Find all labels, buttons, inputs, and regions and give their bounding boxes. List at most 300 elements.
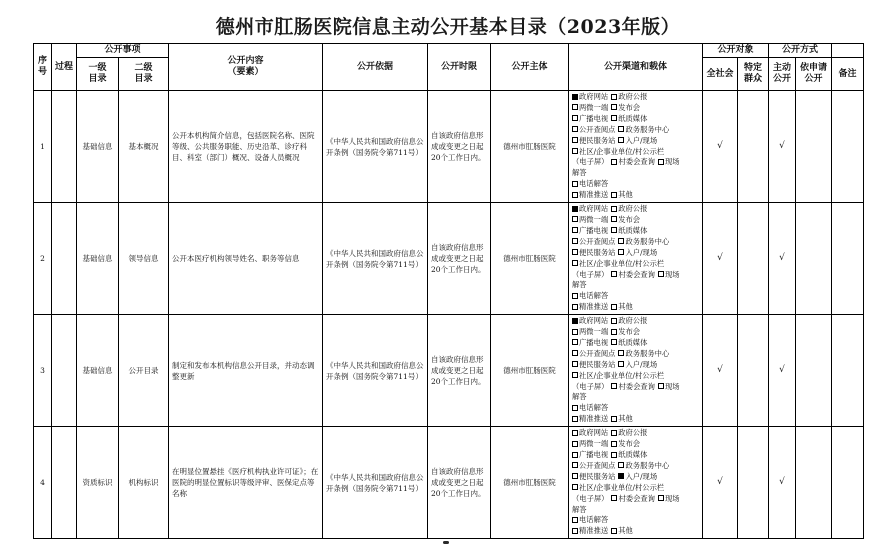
channel-label: 两微一端 xyxy=(579,102,609,112)
channel-option-gov-service[interactable] xyxy=(618,461,669,470)
checkbox-empty-icon[interactable] xyxy=(611,416,617,422)
header-audience-specific: 特定群众 xyxy=(738,58,769,91)
channel-label: 政府网站 xyxy=(579,316,609,326)
channel-label: 政务服务中心 xyxy=(625,236,670,246)
cell-level1: 基础信息 xyxy=(77,203,119,315)
checkbox-empty-icon[interactable] xyxy=(572,361,578,367)
checkbox-empty-icon[interactable] xyxy=(611,304,617,310)
channel-option-gov-gazette[interactable] xyxy=(611,204,647,213)
checkbox-empty-icon[interactable] xyxy=(618,126,624,132)
checkbox-empty-icon[interactable] xyxy=(572,329,578,335)
channel-text: （电子屏） xyxy=(572,269,609,279)
checkbox-empty-icon[interactable] xyxy=(572,238,578,244)
document-title: 德州市肛肠医院信息主动公开基本目录（2023年版） xyxy=(215,16,681,38)
channel-option-convenience[interactable] xyxy=(572,360,615,369)
channel-label: 公开查阅点 xyxy=(579,236,616,246)
channel-line xyxy=(572,302,699,313)
header-content xyxy=(169,44,323,91)
cell-level1: 基础信息 xyxy=(77,91,119,203)
checkbox-empty-icon[interactable] xyxy=(611,339,617,345)
checkbox-empty-icon[interactable] xyxy=(572,473,578,479)
channel-line xyxy=(572,414,699,425)
cell-content: 公开本医疗机构领导姓名、职务等信息 xyxy=(169,203,323,315)
header-process: 过程 xyxy=(52,44,77,91)
header-basis: 公开依据 xyxy=(323,44,428,91)
checkbox-checked-icon[interactable] xyxy=(572,206,578,212)
channel-line xyxy=(572,461,699,472)
checkbox-empty-icon[interactable] xyxy=(618,350,624,356)
checkbox-empty-icon[interactable] xyxy=(611,271,617,277)
cell-level2: 领导信息 xyxy=(119,203,169,315)
channel-option-radio-tv[interactable] xyxy=(572,450,608,459)
channel-option-precise-push[interactable] xyxy=(572,302,608,311)
channel-option-public-review[interactable] xyxy=(572,125,615,134)
checkbox-empty-icon[interactable] xyxy=(611,430,617,436)
channel-label: 政府网站 xyxy=(579,204,609,214)
channel-option-other[interactable] xyxy=(611,190,633,199)
checkbox-empty-icon[interactable] xyxy=(611,115,617,121)
channel-label: 入户/现场 xyxy=(625,135,658,145)
channel-label: 现场 xyxy=(664,269,680,279)
channel-label: 政府公报 xyxy=(618,428,648,438)
channel-text: 解答 xyxy=(572,392,587,402)
channel-option-phone-answer[interactable] xyxy=(572,515,608,524)
channel-line xyxy=(572,483,699,494)
channel-label: 政府公报 xyxy=(618,316,648,326)
checkbox-empty-icon[interactable] xyxy=(611,318,617,324)
channel-label: 政府公报 xyxy=(618,204,648,214)
channel-option-bulletin[interactable] xyxy=(572,147,664,156)
checkbox-empty-icon[interactable] xyxy=(611,495,617,501)
channel-option-door-to-door[interactable] xyxy=(618,360,657,369)
channel-option-two-micro[interactable] xyxy=(572,327,608,336)
header-subject: 公开主体 xyxy=(491,44,569,91)
channel-option-other[interactable] xyxy=(611,302,633,311)
channel-text: （电子屏） xyxy=(572,381,609,391)
channel-line xyxy=(572,168,699,179)
cell-method-request xyxy=(796,203,832,315)
channel-line xyxy=(572,237,699,248)
cell-level1: 基础信息 xyxy=(77,315,119,427)
channel-label: 电话解答 xyxy=(579,515,609,525)
channel-label: 政府网站 xyxy=(579,428,609,438)
checkbox-empty-icon[interactable] xyxy=(572,260,578,266)
checkbox-empty-icon[interactable] xyxy=(611,159,617,165)
channel-line xyxy=(572,338,699,349)
checkbox-empty-icon[interactable] xyxy=(572,192,578,198)
channel-option-precise-push[interactable] xyxy=(572,414,608,423)
cell-seq: 1 xyxy=(34,91,52,203)
cell-audience-all: √ xyxy=(703,315,738,427)
cell-subject: 德州市肛肠医院 xyxy=(491,427,569,539)
header-level2: 二级目录 xyxy=(119,58,169,91)
cell-time-limit: 自该政府信息形成或变更之日起20个工作日内。 xyxy=(428,427,491,539)
checkbox-empty-icon[interactable] xyxy=(611,528,617,534)
channel-option-gov-website[interactable] xyxy=(572,428,608,437)
cell-remarks xyxy=(832,203,864,315)
cell-time-limit: 自该政府信息形成或变更之日起20个工作日内。 xyxy=(428,203,491,315)
checkbox-empty-icon[interactable] xyxy=(572,430,578,436)
channel-label: 社区/企事业单位/村公示栏 xyxy=(579,370,665,380)
checkbox-empty-icon[interactable] xyxy=(618,137,624,143)
checkbox-empty-icon[interactable] xyxy=(572,104,578,110)
channel-label: 村委会查询 xyxy=(618,157,655,167)
channel-label: 现场 xyxy=(664,381,680,391)
channel-label: 社区/企事业单位/村公示栏 xyxy=(579,146,665,156)
checkbox-checked-icon[interactable] xyxy=(572,318,578,324)
channel-option-public-review[interactable] xyxy=(572,237,615,246)
channel-label: 发布会 xyxy=(618,327,641,337)
channel-label: 电话解答 xyxy=(579,291,609,301)
cell-process xyxy=(52,203,77,315)
channel-line xyxy=(572,215,699,226)
channel-line xyxy=(572,103,699,114)
checkbox-empty-icon[interactable] xyxy=(611,441,617,447)
channel-option-public-review[interactable] xyxy=(572,349,615,358)
cell-level1: 资质标识 xyxy=(77,427,119,539)
channel-option-gov-gazette[interactable] xyxy=(611,316,647,325)
channel-label: 广播电视 xyxy=(579,450,609,459)
checkbox-empty-icon[interactable] xyxy=(611,216,617,222)
channel-line xyxy=(572,439,699,450)
channel-option-precise-push[interactable] xyxy=(572,526,608,535)
channel-option-village-query[interactable] xyxy=(611,382,654,391)
checkbox-empty-icon[interactable] xyxy=(658,495,664,501)
cell-subject: 德州市肛肠医院 xyxy=(491,91,569,203)
channel-option-bulletin[interactable] xyxy=(572,259,664,268)
cell-audience-specific xyxy=(738,91,769,203)
channel-line xyxy=(572,450,699,461)
channel-label: 其他 xyxy=(618,414,633,424)
cell-channels xyxy=(569,203,703,315)
channel-option-two-micro[interactable] xyxy=(572,215,608,224)
header-row-1 xyxy=(34,44,864,58)
header-method-request: 依申请公开 xyxy=(796,58,832,91)
checkbox-empty-icon[interactable] xyxy=(572,339,578,345)
checkbox-empty-icon[interactable] xyxy=(611,192,617,198)
channel-option-two-micro[interactable] xyxy=(572,439,608,448)
channel-option-precise-push[interactable] xyxy=(572,190,608,199)
checkbox-empty-icon[interactable] xyxy=(572,181,578,187)
header-blank xyxy=(832,44,864,58)
channel-text: （电子屏） xyxy=(572,493,609,503)
channel-label: 政府公报 xyxy=(618,92,648,101)
cell-channels xyxy=(569,91,703,203)
channel-label: 精准推送 xyxy=(579,526,609,536)
channel-option-gov-gazette[interactable] xyxy=(611,428,647,437)
channel-option-bulletin[interactable] xyxy=(572,483,664,492)
channel-line xyxy=(572,403,699,414)
channel-label: 纸质媒体 xyxy=(618,225,648,235)
channel-line xyxy=(572,259,699,270)
channel-label: 两微一端 xyxy=(579,439,609,449)
channel-line xyxy=(572,316,699,327)
channel-option-onsite-answer[interactable] xyxy=(658,494,680,503)
checkbox-empty-icon[interactable] xyxy=(618,361,624,367)
channel-label: 入户/现场 xyxy=(625,471,658,481)
header-method-group: 公开方式 xyxy=(769,44,832,58)
channel-label: 便民服务站 xyxy=(579,247,616,257)
cell-content: 公开本机构简介信息，包括医院名称、医院等级、公共服务职能、历史沿革、诊疗科目、科室（部门）概况、设备人员概况 xyxy=(169,91,323,203)
channel-line xyxy=(572,428,699,439)
channel-line xyxy=(572,371,699,382)
channel-option-print-media[interactable] xyxy=(611,450,647,459)
channel-option-village-query[interactable] xyxy=(611,270,654,279)
table-row xyxy=(34,427,864,539)
channel-option-door-to-door[interactable] xyxy=(618,136,657,145)
checkbox-empty-icon[interactable] xyxy=(611,383,617,389)
checkbox-empty-icon[interactable] xyxy=(618,249,624,255)
channel-option-village-query[interactable] xyxy=(611,494,654,503)
header-channels: 公开渠道和载体 xyxy=(569,44,703,91)
cell-audience-all: √ xyxy=(703,203,738,315)
channel-option-radio-tv[interactable] xyxy=(572,226,608,235)
channel-option-gov-gazette[interactable] xyxy=(611,92,647,101)
channel-label: 入户/现场 xyxy=(625,359,658,369)
checkbox-empty-icon[interactable] xyxy=(572,249,578,255)
channel-option-print-media[interactable] xyxy=(611,338,647,347)
checkbox-empty-icon[interactable] xyxy=(611,104,617,110)
cell-remarks xyxy=(832,91,864,203)
checkbox-empty-icon[interactable] xyxy=(611,206,617,212)
disclosure-catalog-table xyxy=(33,43,864,539)
channel-option-other[interactable] xyxy=(611,414,633,423)
channel-option-door-to-door[interactable] xyxy=(618,248,657,257)
channel-line xyxy=(572,248,699,259)
channel-option-onsite-answer[interactable] xyxy=(658,157,680,166)
cell-seq: 3 xyxy=(34,315,52,427)
channel-line xyxy=(572,179,699,190)
channel-label: 公开查阅点 xyxy=(579,460,616,470)
channel-label: 其他 xyxy=(618,302,633,312)
channel-option-gov-website[interactable] xyxy=(572,204,608,213)
channel-option-radio-tv[interactable] xyxy=(572,114,608,123)
cell-audience-all: √ xyxy=(703,91,738,203)
channel-option-phone-answer[interactable] xyxy=(572,291,608,300)
channel-label: 两微一端 xyxy=(579,214,609,224)
checkbox-empty-icon[interactable] xyxy=(611,329,617,335)
channel-option-print-media[interactable] xyxy=(611,114,647,123)
channel-line xyxy=(572,392,699,403)
cell-content: 在明显位置悬挂《医疗机构执业许可证》；在医院的明显位置标识等级评审、医保定点等名称 xyxy=(169,427,323,539)
checkbox-empty-icon[interactable] xyxy=(611,227,617,233)
cell-seq: 4 xyxy=(34,427,52,539)
checkbox-empty-icon[interactable] xyxy=(611,94,617,100)
channel-label: 其他 xyxy=(618,526,633,536)
checkbox-empty-icon[interactable] xyxy=(572,137,578,143)
channel-option-village-query[interactable] xyxy=(611,157,654,166)
channel-label: 村委会查询 xyxy=(618,269,655,279)
channel-option-print-media[interactable] xyxy=(611,226,647,235)
cell-basis: 《中华人民共和国政府信息公开条例（国务院令第711号） xyxy=(323,203,428,315)
channel-label: 政务服务中心 xyxy=(625,460,670,470)
cell-remarks xyxy=(832,427,864,539)
cell-audience-all: √ xyxy=(703,427,738,539)
checkbox-empty-icon[interactable] xyxy=(572,126,578,132)
channel-line xyxy=(572,382,699,393)
cell-audience-specific xyxy=(738,315,769,427)
cell-level2: 公开目录 xyxy=(119,315,169,427)
checkbox-empty-icon[interactable] xyxy=(572,484,578,490)
channel-option-convenience[interactable] xyxy=(572,248,615,257)
header-content-line1: 公开内容 xyxy=(227,56,264,66)
channel-line xyxy=(572,494,699,505)
channel-option-gov-website[interactable] xyxy=(572,92,608,101)
channel-label: 政务服务中心 xyxy=(625,124,670,134)
cell-level2: 基本概况 xyxy=(119,91,169,203)
channel-option-phone-answer[interactable] xyxy=(572,403,608,412)
cell-subject: 德州市肛肠医院 xyxy=(491,315,569,427)
cell-subject: 德州市肛肠医院 xyxy=(491,203,569,315)
header-remarks: 备注 xyxy=(832,58,864,91)
cell-method-active: √ xyxy=(769,427,796,539)
channel-label: 发布会 xyxy=(618,102,641,112)
channel-label: 发布会 xyxy=(618,214,641,224)
channel-option-gov-website[interactable] xyxy=(572,316,608,325)
cell-method-active: √ xyxy=(769,203,796,315)
channel-option-gov-service[interactable] xyxy=(618,349,669,358)
channel-line xyxy=(572,190,699,201)
cell-channels xyxy=(569,315,703,427)
channel-option-press-conf[interactable] xyxy=(611,327,640,336)
cell-time-limit: 自该政府信息形成或变更之日起20个工作日内。 xyxy=(428,315,491,427)
channel-option-press-conf[interactable] xyxy=(611,215,640,224)
channel-line xyxy=(572,472,699,483)
channel-line xyxy=(572,226,699,237)
checkbox-empty-icon[interactable] xyxy=(572,216,578,222)
channel-option-other[interactable] xyxy=(611,526,633,535)
table-row xyxy=(34,315,864,427)
channel-line xyxy=(572,147,699,158)
checkbox-empty-icon[interactable] xyxy=(572,304,578,310)
channel-line xyxy=(572,136,699,147)
channel-option-convenience[interactable] xyxy=(572,136,615,145)
header-audience-all: 全社会 xyxy=(703,58,738,91)
cell-basis: 《中华人民共和国政府信息公开条例（国务院令第711号） xyxy=(323,427,428,539)
channel-label: 广播电视 xyxy=(579,225,609,235)
cell-method-active: √ xyxy=(769,315,796,427)
channel-option-convenience[interactable] xyxy=(572,472,615,481)
channel-label: 精准推送 xyxy=(579,302,609,312)
channel-text: 解答 xyxy=(572,168,587,178)
channel-label: 村委会查询 xyxy=(618,493,655,503)
channel-option-two-micro[interactable] xyxy=(572,103,608,112)
channel-option-radio-tv[interactable] xyxy=(572,338,608,347)
channel-option-door-to-door[interactable] xyxy=(618,472,657,481)
channel-option-gov-service[interactable] xyxy=(618,237,669,246)
checkbox-empty-icon[interactable] xyxy=(572,462,578,468)
channel-option-onsite-answer[interactable] xyxy=(658,382,680,391)
channel-line xyxy=(572,92,699,103)
checkbox-empty-icon[interactable] xyxy=(572,350,578,356)
cell-level2: 机构标识 xyxy=(119,427,169,539)
channel-option-press-conf[interactable] xyxy=(611,103,640,112)
checkbox-empty-icon[interactable] xyxy=(572,416,578,422)
checkbox-empty-icon[interactable] xyxy=(572,115,578,121)
cell-time-limit: 自该政府信息形成或变更之日起20个工作日内。 xyxy=(428,91,491,203)
checkbox-empty-icon[interactable] xyxy=(572,148,578,154)
channel-line xyxy=(572,270,699,281)
channel-line xyxy=(572,114,699,125)
channel-label: 公开查阅点 xyxy=(579,124,616,134)
channel-option-gov-service[interactable] xyxy=(618,125,669,134)
checkbox-empty-icon[interactable] xyxy=(572,372,578,378)
cell-process xyxy=(52,91,77,203)
channel-label: 电话解答 xyxy=(579,179,609,189)
checkbox-empty-icon[interactable] xyxy=(618,238,624,244)
cell-method-request xyxy=(796,315,832,427)
cell-method-request xyxy=(796,91,832,203)
header-seq: 序号 xyxy=(34,44,52,91)
cell-content: 制定和发布本机构信息公开目录，并动态调整更新 xyxy=(169,315,323,427)
channel-label: 广播电视 xyxy=(579,113,609,123)
channel-label: 纸质媒体 xyxy=(618,450,648,459)
channel-label: 广播电视 xyxy=(579,337,609,347)
channel-label: 村委会查询 xyxy=(618,381,655,391)
checkbox-empty-icon[interactable] xyxy=(658,159,664,165)
checkbox-empty-icon[interactable] xyxy=(611,452,617,458)
cell-method-active: √ xyxy=(769,91,796,203)
checkbox-checked-icon[interactable] xyxy=(618,473,624,479)
cell-audience-specific xyxy=(738,427,769,539)
channel-text: （电子屏） xyxy=(572,157,609,167)
checkbox-checked-icon[interactable] xyxy=(572,94,578,100)
channel-label: 现场 xyxy=(664,493,680,503)
channel-label: 现场 xyxy=(664,157,680,167)
channel-label: 电话解答 xyxy=(579,403,609,413)
channel-line xyxy=(572,280,699,291)
cell-audience-specific xyxy=(738,203,769,315)
channel-label: 入户/现场 xyxy=(625,247,658,257)
checkbox-empty-icon[interactable] xyxy=(572,528,578,534)
header-content-line2: （要素） xyxy=(227,67,264,77)
channel-line xyxy=(572,349,699,360)
cell-process xyxy=(52,427,77,539)
checkbox-empty-icon[interactable] xyxy=(572,227,578,233)
channel-option-bulletin[interactable] xyxy=(572,371,664,380)
channel-option-press-conf[interactable] xyxy=(611,439,640,448)
channel-option-public-review[interactable] xyxy=(572,461,615,470)
channel-label: 其他 xyxy=(618,190,633,200)
checkbox-empty-icon[interactable] xyxy=(572,452,578,458)
header-items-group: 公开事项 xyxy=(77,44,169,58)
channel-label: 便民服务站 xyxy=(579,471,616,481)
cell-basis: 《中华人民共和国政府信息公开条例（国务院令第711号） xyxy=(323,315,428,427)
channel-label: 便民服务站 xyxy=(579,135,616,145)
checkbox-empty-icon[interactable] xyxy=(618,462,624,468)
channel-text: 解答 xyxy=(572,280,587,290)
channel-option-onsite-answer[interactable] xyxy=(658,270,680,279)
channel-option-phone-answer[interactable] xyxy=(572,179,608,188)
channel-line xyxy=(572,515,699,526)
channel-label: 精准推送 xyxy=(579,414,609,424)
checkbox-empty-icon[interactable] xyxy=(658,383,664,389)
cell-basis: 《中华人民共和国政府信息公开条例（国务院令第711号） xyxy=(323,91,428,203)
cell-process xyxy=(52,315,77,427)
cell-remarks xyxy=(832,315,864,427)
checkbox-empty-icon[interactable] xyxy=(572,293,578,299)
checkbox-empty-icon[interactable] xyxy=(572,405,578,411)
cell-method-request xyxy=(796,427,832,539)
checkbox-empty-icon[interactable] xyxy=(658,271,664,277)
checkbox-empty-icon[interactable] xyxy=(572,517,578,523)
table-row xyxy=(34,91,864,203)
channel-label: 政务服务中心 xyxy=(625,348,670,358)
channel-label: 两微一端 xyxy=(579,327,609,337)
channel-label: 纸质媒体 xyxy=(618,113,648,123)
header-time-limit: 公开时限 xyxy=(428,44,491,91)
checkbox-empty-icon[interactable] xyxy=(572,441,578,447)
